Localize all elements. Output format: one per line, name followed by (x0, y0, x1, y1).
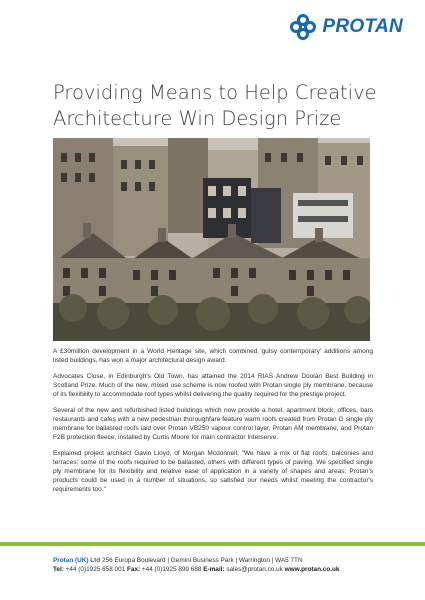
paragraph-2: Advocates Close, in Edinburgh's Old Town, has attained the 2014 RIAS Andrew Doolan Best Building in Scotland Prize. Much of the new, mixed use scheme is now roofed with Protan single ply membrane, because of its flexibility to accommodate roof types whilst delivering the quality required for the prestige project. (53, 373, 373, 398)
title-line-2: Architecture Win Design Prize (53, 107, 342, 130)
title-line-1: Providing Means to Help Creative (53, 81, 377, 104)
website-link[interactable]: www.protan.co.uk (284, 566, 340, 573)
footer-contact (53, 556, 393, 574)
article-body (53, 347, 373, 501)
protan-loops-icon (289, 13, 317, 41)
protan-logo (289, 13, 403, 41)
fax-number: +44 (0)1925 899 688 (141, 566, 202, 573)
fax-label: Fax: (126, 566, 141, 573)
company-address: 256 Europa Boulevard | Gemini Business Park | Warrington | WA5 7TN (102, 557, 303, 564)
tel-number: +44 (0)1925 658 001 (65, 566, 126, 573)
footer-divider (0, 542, 425, 546)
protan-wordmark: PROTAN (322, 16, 403, 37)
email-label: E-mail: (203, 566, 225, 573)
tel-label: Tel: (53, 566, 64, 573)
email-link[interactable]: sales@protan.co.uk (226, 566, 283, 573)
footer-contact-line (53, 565, 393, 574)
paragraph-3: Several of the new and refurbished listed buildings which now provide a hotel, apartment block, offices, bars restaurants and cafes with a new pedestrian thoroughfare feature warm roofs created from Protan G single ply membrane for ballasted roofs laid over Protan VB250 vapour control layer, Protan AM membrane, and Protan F2B protection fleece, installed by Curtis Moore for main contractor Interserve. (53, 407, 373, 441)
edinburgh-old-town-buildings-photo (53, 138, 370, 341)
footer-address-line (53, 556, 393, 565)
company-name: Protan (UK) Ltd (53, 557, 101, 564)
page-title (53, 80, 383, 132)
paragraph-4: Explained project architect Gavin Lloyd, of Morgan Mcdonnell, "We have a mix of flat roofs, balconies and terraces; some of the roofs required to be ballasted, others with different types of paving. We specified single ply membrane for its flexibility and relative ease of application in a variety of shapes and areas; Protan's products could be used in a number of situations, so satisfied our needs whilst meeting the contractor's requirements too." (53, 450, 373, 493)
paragraph-1: A £30million development in a World Heritage site, which combined 'gutsy contemporary' additions among listed buildings, has won a major architectural design award. (53, 348, 373, 364)
